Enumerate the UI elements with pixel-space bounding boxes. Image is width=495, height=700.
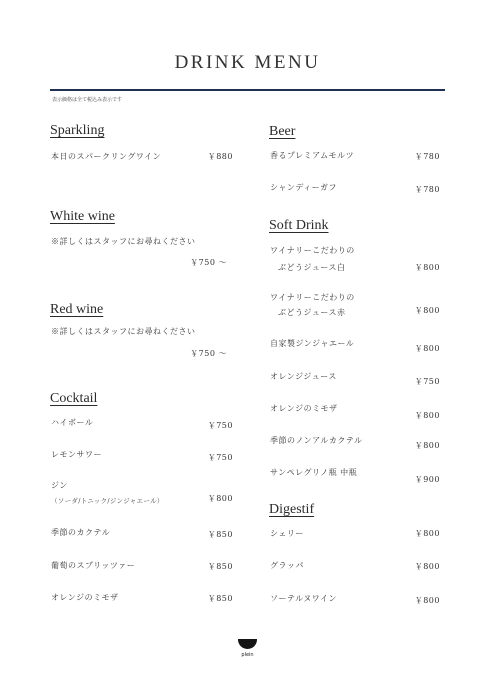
menu-item-price: ￥800 xyxy=(414,529,440,538)
menu-item-price: ￥850 xyxy=(207,530,233,539)
section-heading-digestif: Digestif xyxy=(269,502,315,517)
section-heading-soft-drink: Soft Drink xyxy=(269,218,329,233)
menu-item-price: ￥850 xyxy=(207,594,233,603)
menu-item-price: ￥880 xyxy=(207,152,233,161)
title-divider xyxy=(50,89,445,91)
menu-item-price: ￥750 ～ xyxy=(190,258,227,267)
menu-item-price: ￥750 ～ xyxy=(190,349,227,358)
menu-item-name: 季節のノンアルカクテル xyxy=(270,436,363,445)
menu-item-name: グラッパ xyxy=(270,561,304,570)
menu-item-name: ぶどうジュース赤 xyxy=(278,308,346,317)
section-heading-white-wine: White wine xyxy=(50,209,115,224)
menu-item-price: ￥800 xyxy=(414,344,440,353)
section-heading-red-wine: Red wine xyxy=(50,302,104,317)
menu-item-price: ￥900 xyxy=(414,475,440,484)
menu-item-price: ￥800 xyxy=(414,306,440,315)
menu-item-price: ￥780 xyxy=(414,152,440,161)
menu-item-name: レモンサワー xyxy=(51,450,102,459)
menu-item-price: ￥750 xyxy=(207,453,233,462)
menu-item-price: ￥750 xyxy=(207,421,233,430)
menu-item-name: オレンジのミモザ xyxy=(270,404,338,413)
section-heading-beer: Beer xyxy=(269,124,296,139)
menu-item-price: ￥750 xyxy=(414,377,440,386)
menu-item-price: ￥800 xyxy=(414,596,440,605)
menu-item-name: 香るプレミアムモルツ xyxy=(270,151,355,160)
menu-item-price: ￥800 xyxy=(414,411,440,420)
menu-item-price: ￥800 xyxy=(414,562,440,571)
menu-item-name: ぶどうジュース白 xyxy=(278,263,346,272)
menu-item-name: 自家製ジンジャエール xyxy=(270,339,355,348)
menu-item-name: ワイナリーこだわりの xyxy=(270,246,355,255)
menu-item-name: サンペレグリノ瓶 中瓶 xyxy=(270,468,358,477)
logo-wordmark: plein xyxy=(241,652,254,658)
section-heading-sparkling: Sparkling xyxy=(50,123,105,138)
menu-item-name: オレンジのミモザ xyxy=(51,593,119,602)
menu-item-price: ￥780 xyxy=(414,185,440,194)
menu-item-price: ￥800 xyxy=(414,441,440,450)
menu-item-sub: （ソーダ/トニック/ジンジャエール） xyxy=(51,497,164,505)
menu-item-name: ソーテルヌワイン xyxy=(270,594,338,603)
section-heading-cocktail: Cocktail xyxy=(50,391,98,406)
menu-item-name: シャンディーガフ xyxy=(270,183,338,192)
menu-item-name: シェリー xyxy=(270,529,304,538)
bowl-logo-icon xyxy=(238,639,257,649)
tax-note: 表示価格は全て税込み表示です xyxy=(52,97,123,103)
menu-item-price: ￥800 xyxy=(207,494,233,503)
menu-item-name: 季節のカクテル xyxy=(51,528,111,537)
menu-item-name: オレンジジュース xyxy=(270,372,337,381)
staff-note: ※詳しくはスタッフにお尋ねください xyxy=(51,237,196,246)
staff-note: ※詳しくはスタッフにお尋ねください xyxy=(51,327,196,336)
menu-item-name: 葡萄のスプリッツァー xyxy=(51,561,136,570)
menu-item-name: ハイボール xyxy=(51,418,94,427)
menu-title: DRINK MENU xyxy=(174,52,321,73)
menu-item-price: ￥850 xyxy=(207,562,233,571)
menu-item-price: ￥800 xyxy=(414,263,440,272)
menu-item-name: ジン xyxy=(51,481,68,490)
menu-item-name: 本日のスパークリングワイン xyxy=(51,152,162,161)
menu-item-name: ワイナリーこだわりの xyxy=(270,293,355,302)
